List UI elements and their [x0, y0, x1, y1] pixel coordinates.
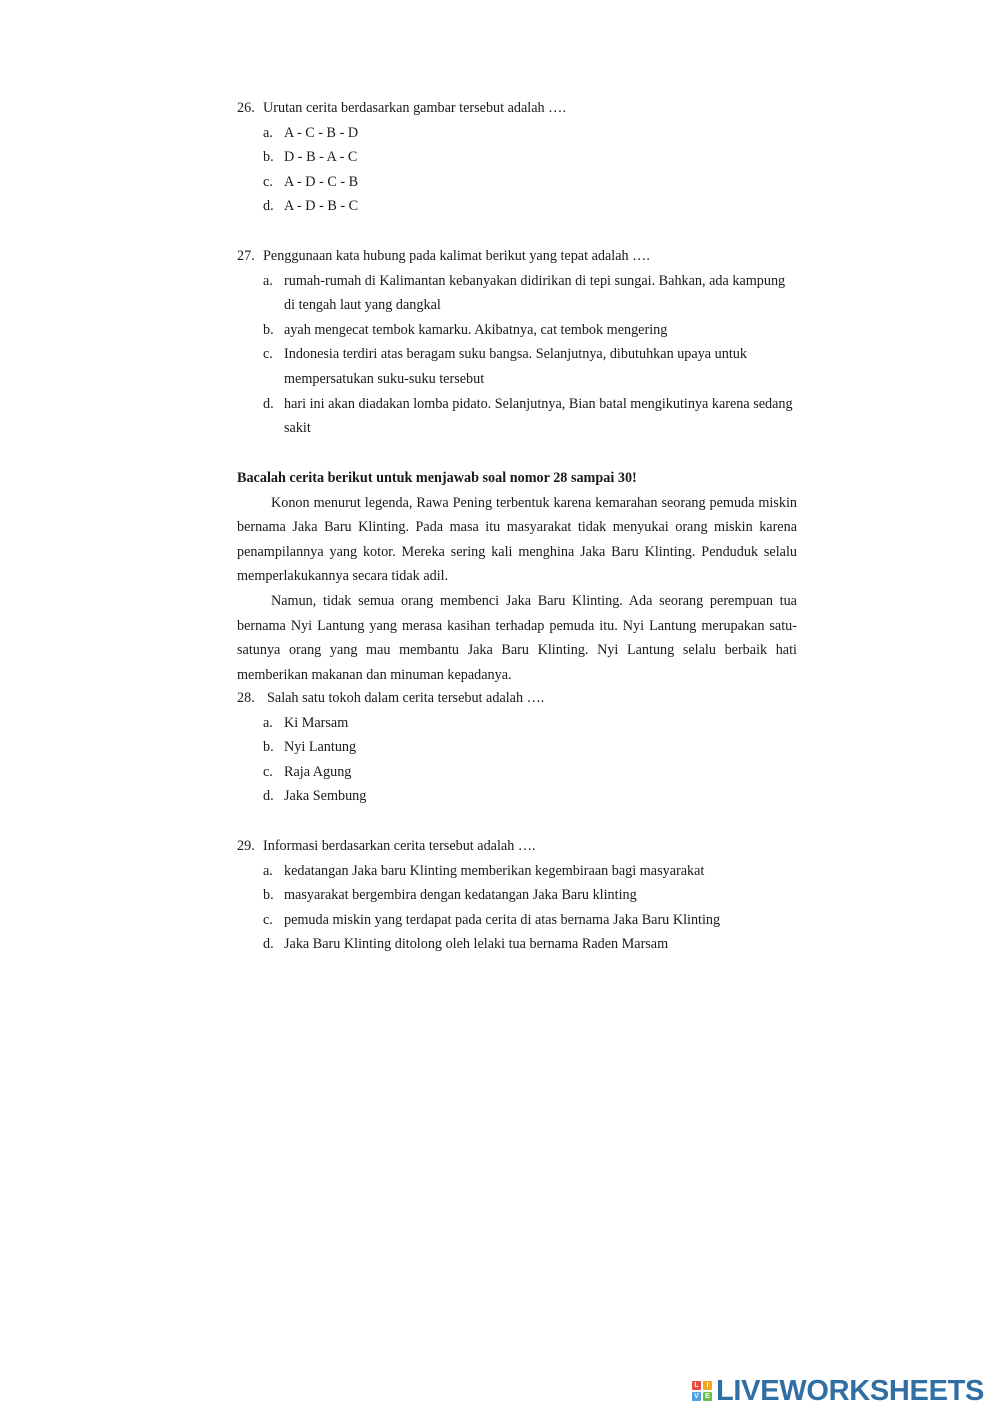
option-letter: d. — [263, 198, 274, 215]
option-letter: b. — [263, 887, 274, 904]
option-text: hari ini akan diadakan lomba pidato. Selanjutnya, Bian batal mengikutinya karena sedang sakit — [284, 395, 793, 437]
option-b[interactable] — [237, 145, 797, 170]
reading-passage — [237, 466, 797, 687]
option-c[interactable] — [237, 170, 797, 195]
logo-tile: L — [692, 1381, 701, 1390]
option-letter: b. — [263, 739, 274, 756]
option-d[interactable] — [237, 932, 797, 957]
option-text: A - C - B - D — [284, 124, 359, 141]
option-text: rumah-rumah di Kalimantan kebanyakan didirikan di tepi sungai. Bahkan, ada kampung di tengah laut yang dangkal — [284, 272, 786, 314]
question-number: 26. — [237, 100, 255, 116]
option-d[interactable] — [237, 194, 797, 219]
question-text: Penggunaan kata hubung pada kalimat berikut yang tepat adalah …. — [263, 248, 650, 264]
option-text: Ki Marsam — [284, 714, 349, 731]
option-letter: c. — [263, 763, 273, 780]
option-text: A - D - C - B — [284, 173, 359, 190]
option-c[interactable] — [237, 908, 797, 933]
question-29 — [237, 834, 797, 957]
question-number: 27. — [237, 248, 255, 264]
option-letter: a. — [263, 862, 273, 879]
option-text: masyarakat bergembira dengan kedatangan Jaka Baru klinting — [284, 887, 637, 904]
question-28 — [237, 686, 797, 809]
liveworksheets-logo — [692, 1376, 984, 1406]
passage-paragraph-2: Namun, tidak semua orang membenci Jaka Baru Klinting. Ada seorang perempuan tua bernama Nyi Lantung yang merasa kasihan terhadap pemuda itu. Nyi Lantung merupakan satu-satunya orang yang mau membantu Jaka Baru Klinting. Nyi Lantung selalu berbaik hati memberikan makanan dan minuman kepadanya. — [237, 592, 797, 683]
question-text: Urutan cerita berdasarkan gambar tersebut adalah …. — [263, 100, 566, 116]
option-text: Raja Agung — [284, 763, 352, 780]
option-a[interactable] — [237, 121, 797, 146]
option-text: D - B - A - C — [284, 149, 358, 166]
option-letter: d. — [263, 788, 274, 805]
option-a[interactable] — [237, 269, 797, 318]
question-number: 28. — [237, 690, 255, 706]
option-letter: a. — [263, 124, 273, 141]
option-letter: b. — [263, 321, 274, 338]
option-letter: b. — [263, 149, 274, 166]
question-text: Informasi berdasarkan cerita tersebut adalah …. — [263, 838, 536, 854]
question-stem — [237, 96, 797, 121]
logo-wordmark: LIVEWORKSHEETS — [716, 1374, 985, 1407]
option-b[interactable] — [237, 735, 797, 760]
question-27 — [237, 244, 797, 441]
option-text: pemuda miskin yang terdapat pada cerita di atas bernama Jaka Baru Klinting — [284, 911, 721, 928]
question-text: Salah satu tokoh dalam cerita tersebut adalah …. — [267, 690, 545, 706]
option-b[interactable] — [237, 883, 797, 908]
question-26 — [237, 96, 797, 219]
option-c[interactable] — [237, 760, 797, 785]
passage-instruction: Bacalah cerita berikut untuk menjawab soal nomor 28 sampai 30! — [237, 470, 637, 486]
option-text: A - D - B - C — [284, 198, 359, 215]
logo-tile: I — [703, 1381, 712, 1390]
question-stem — [237, 244, 797, 269]
option-letter: c. — [263, 346, 273, 363]
option-text: kedatangan Jaka baru Klinting memberikan kegembiraan bagi masyarakat — [284, 862, 705, 879]
option-letter: c. — [263, 173, 273, 190]
option-letter: a. — [263, 272, 273, 289]
logo-tile: V — [692, 1392, 701, 1401]
option-text: Jaka Baru Klinting ditolong oleh lelaki tua bernama Raden Marsam — [284, 936, 669, 953]
option-text: Nyi Lantung — [284, 739, 357, 756]
logo-tile: E — [703, 1392, 712, 1401]
option-letter: d. — [263, 936, 274, 953]
question-stem — [237, 834, 797, 859]
option-text: ayah mengecat tembok kamarku. Akibatnya, cat tembok mengering — [284, 321, 668, 338]
option-a[interactable] — [237, 711, 797, 736]
option-d[interactable] — [237, 784, 797, 809]
option-a[interactable] — [237, 859, 797, 884]
option-c[interactable] — [237, 342, 797, 391]
question-stem — [237, 686, 797, 711]
option-letter: a. — [263, 714, 273, 731]
question-number: 29. — [237, 838, 255, 854]
option-text: Jaka Sembung — [284, 788, 367, 805]
option-letter: c. — [263, 911, 273, 928]
passage-paragraph-1: Konon menurut legenda, Rawa Pening terbentuk karena kemarahan seorang pemuda miskin bernama Jaka Baru Klinting. Pada masa itu masyarakat tidak menyukai orang miskin karena penampilannya yang kotor. Mereka sering kali menghina Jaka Baru Klinting. Penduduk selalu memperlakukannya secara tidak adil. — [237, 494, 797, 585]
option-text: Indonesia terdiri atas beragam suku bangsa. Selanjutnya, dibutuhkan upaya untuk mempersatukan suku-suku tersebut — [284, 346, 747, 387]
logo-mark-icon — [692, 1381, 712, 1401]
option-letter: d. — [263, 395, 274, 412]
option-b[interactable] — [237, 318, 797, 343]
option-d[interactable] — [237, 392, 797, 441]
